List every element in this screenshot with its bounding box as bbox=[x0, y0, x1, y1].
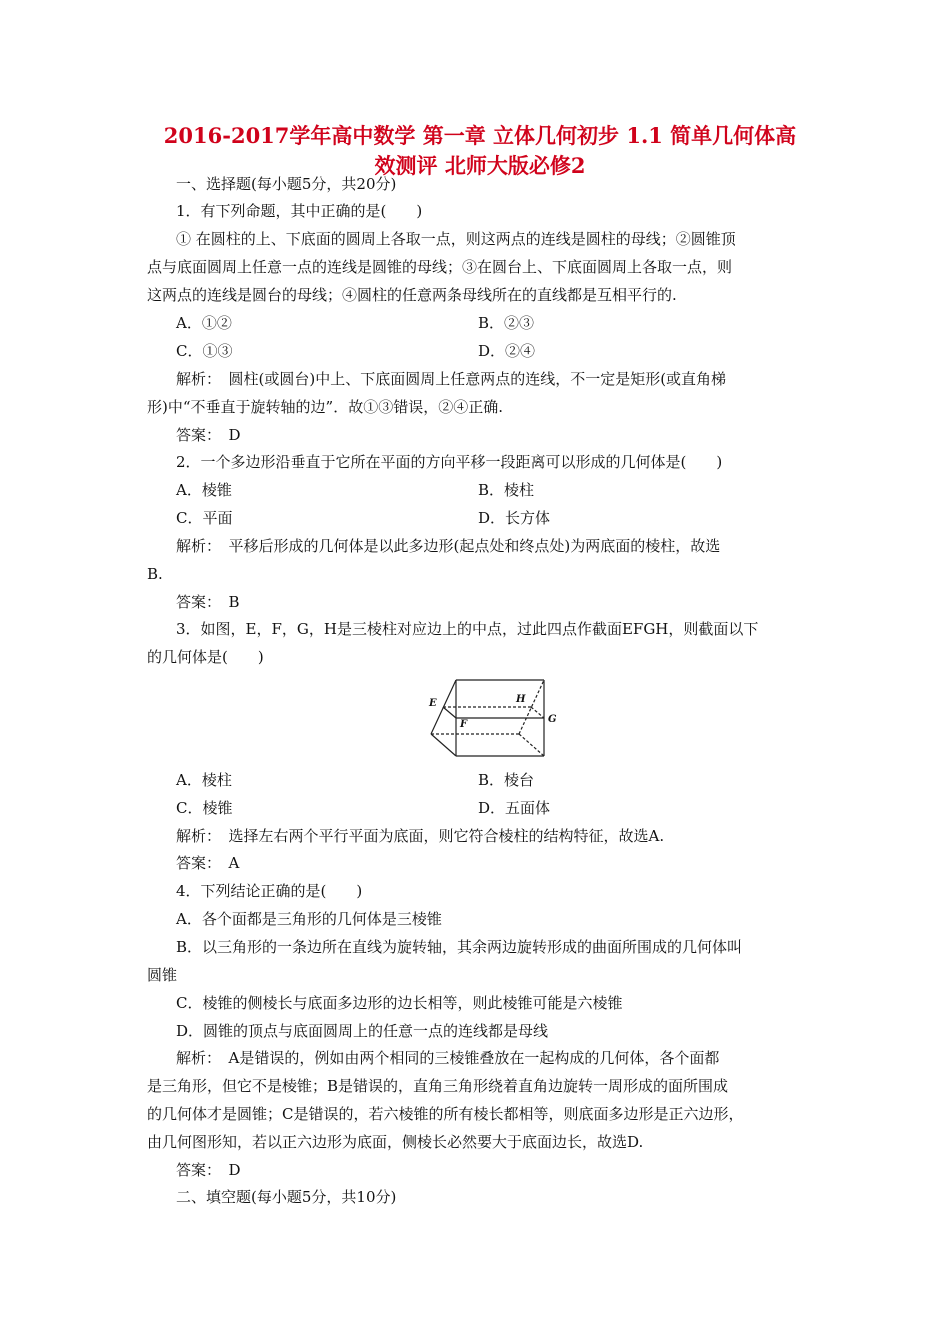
q1-analysis-line-2: 形)中“不垂直于旋转轴的边”．故①③错误，②④正确. bbox=[147, 398, 503, 416]
q4-option-d: D．圆锥的顶点与底面圆周上的任意一点的连线都是母线 bbox=[176, 1022, 549, 1040]
q1-option-a: A．①② bbox=[176, 314, 232, 332]
q2-analysis-line-1: 解析： 平移后形成的几何体是以此多边形(起点处和终点处)为两底面的棱柱，故选 bbox=[176, 537, 721, 555]
triangular-prism-figure bbox=[426, 676, 558, 758]
figure-label-e: E bbox=[429, 698, 437, 709]
q3-answer: 答案： A bbox=[176, 854, 240, 872]
q4-analysis-line-2: 是三角形，但它不是棱锥；B是错误的，直角三角形绕着直角边旋转一周形成的面所围成 bbox=[147, 1077, 729, 1095]
q4-analysis-line-1: 解析： A是错误的，例如由两个相同的三棱锥叠放在一起构成的几何体，各个面都 bbox=[176, 1049, 720, 1067]
title-line-1: 2016-2017学年高中数学 第一章 立体几何初步 1.1 简单几何体高 bbox=[163, 123, 797, 148]
q2-answer: 答案： B bbox=[176, 593, 240, 611]
figure-label-h: H bbox=[516, 694, 526, 705]
q2-option-b: B．棱柱 bbox=[478, 481, 535, 499]
q3-option-a: A．棱柱 bbox=[176, 771, 232, 789]
q3-stem-line-1: 3．如图，E，F，G，H是三棱柱对应边上的中点，过此四点作截面EFGH，则截面以下 bbox=[176, 620, 759, 638]
figure-label-g: G bbox=[548, 714, 557, 725]
q3-option-d: D．五面体 bbox=[478, 799, 551, 817]
q2-option-a: A．棱锥 bbox=[176, 481, 232, 499]
q3-option-b: B．棱台 bbox=[478, 771, 535, 789]
q3-analysis: 解析： 选择左右两个平行平面为底面，则它符合棱柱的结构特征，故选A. bbox=[176, 827, 665, 845]
q3-option-c: C．棱锥 bbox=[176, 799, 233, 817]
q1-body-line-1: ① 在圆柱的上、下底面的圆周上各取一点，则这两点的连线是圆柱的母线；②圆锥顶 bbox=[176, 230, 736, 248]
q4-analysis-line-3: 的几何体才是圆锥；C是错误的，若六棱锥的所有棱长都相等，则底面多边形是正六边形， bbox=[147, 1105, 744, 1123]
q4-option-b-line-2: 圆锥 bbox=[147, 966, 178, 984]
q1-answer: 答案： D bbox=[176, 426, 241, 444]
q1-option-c: C．①③ bbox=[176, 342, 233, 360]
q3-stem-line-2: 的几何体是( ) bbox=[147, 648, 264, 666]
q2-stem: 2．一个多边形沿垂直于它所在平面的方向平移一段距离可以形成的几何体是( ) bbox=[176, 453, 723, 471]
document-title bbox=[120, 121, 840, 181]
q4-option-c: C．棱锥的侧棱长与底面多边形的边长相等，则此棱锥可能是六棱锥 bbox=[176, 994, 623, 1012]
q1-option-b: B．②③ bbox=[478, 314, 535, 332]
figure-label-f: F bbox=[460, 719, 468, 730]
section-heading-fill-in: 二、填空题(每小题5分，共10分) bbox=[176, 1188, 397, 1206]
q4-option-b-line-1: B．以三角形的一条边所在直线为旋转轴，其余两边旋转形成的曲面所围成的几何体叫 bbox=[176, 938, 743, 956]
q2-analysis-line-2: B. bbox=[147, 565, 163, 583]
q1-analysis-line-1: 解析： 圆柱(或圆台)中上、下底面圆周上任意两点的连线，不一定是矩形(或直角梯 bbox=[176, 370, 727, 388]
q1-stem: 1．有下列命题，其中正确的是( ) bbox=[176, 202, 423, 220]
q4-stem: 4．下列结论正确的是( ) bbox=[176, 882, 363, 900]
q4-answer: 答案： D bbox=[176, 1161, 241, 1179]
triangular-prism-drawing bbox=[426, 676, 558, 758]
q1-option-d: D．②④ bbox=[478, 342, 536, 360]
section-heading-choice: 一、选择题(每小题5分，共20分) bbox=[176, 175, 397, 193]
title-line-2: 效测评 北师大版必修2 bbox=[374, 153, 586, 178]
q2-option-c: C．平面 bbox=[176, 509, 233, 527]
q1-body-line-2: 点与底面圆周上任意一点的连线是圆锥的母线；③在圆台上、下底面圆周上各取一点，则 bbox=[147, 258, 733, 276]
q4-option-a: A．各个面都是三角形的几何体是三棱锥 bbox=[176, 910, 442, 928]
q4-analysis-line-4: 由几何图形知，若以正六边形为底面，侧棱长必然要大于底面边长，故选D. bbox=[147, 1133, 644, 1151]
q2-option-d: D．长方体 bbox=[478, 509, 551, 527]
q1-body-line-3: 这两点的连线是圆台的母线；④圆柱的任意两条母线所在的直线都是互相平行的. bbox=[147, 286, 677, 304]
